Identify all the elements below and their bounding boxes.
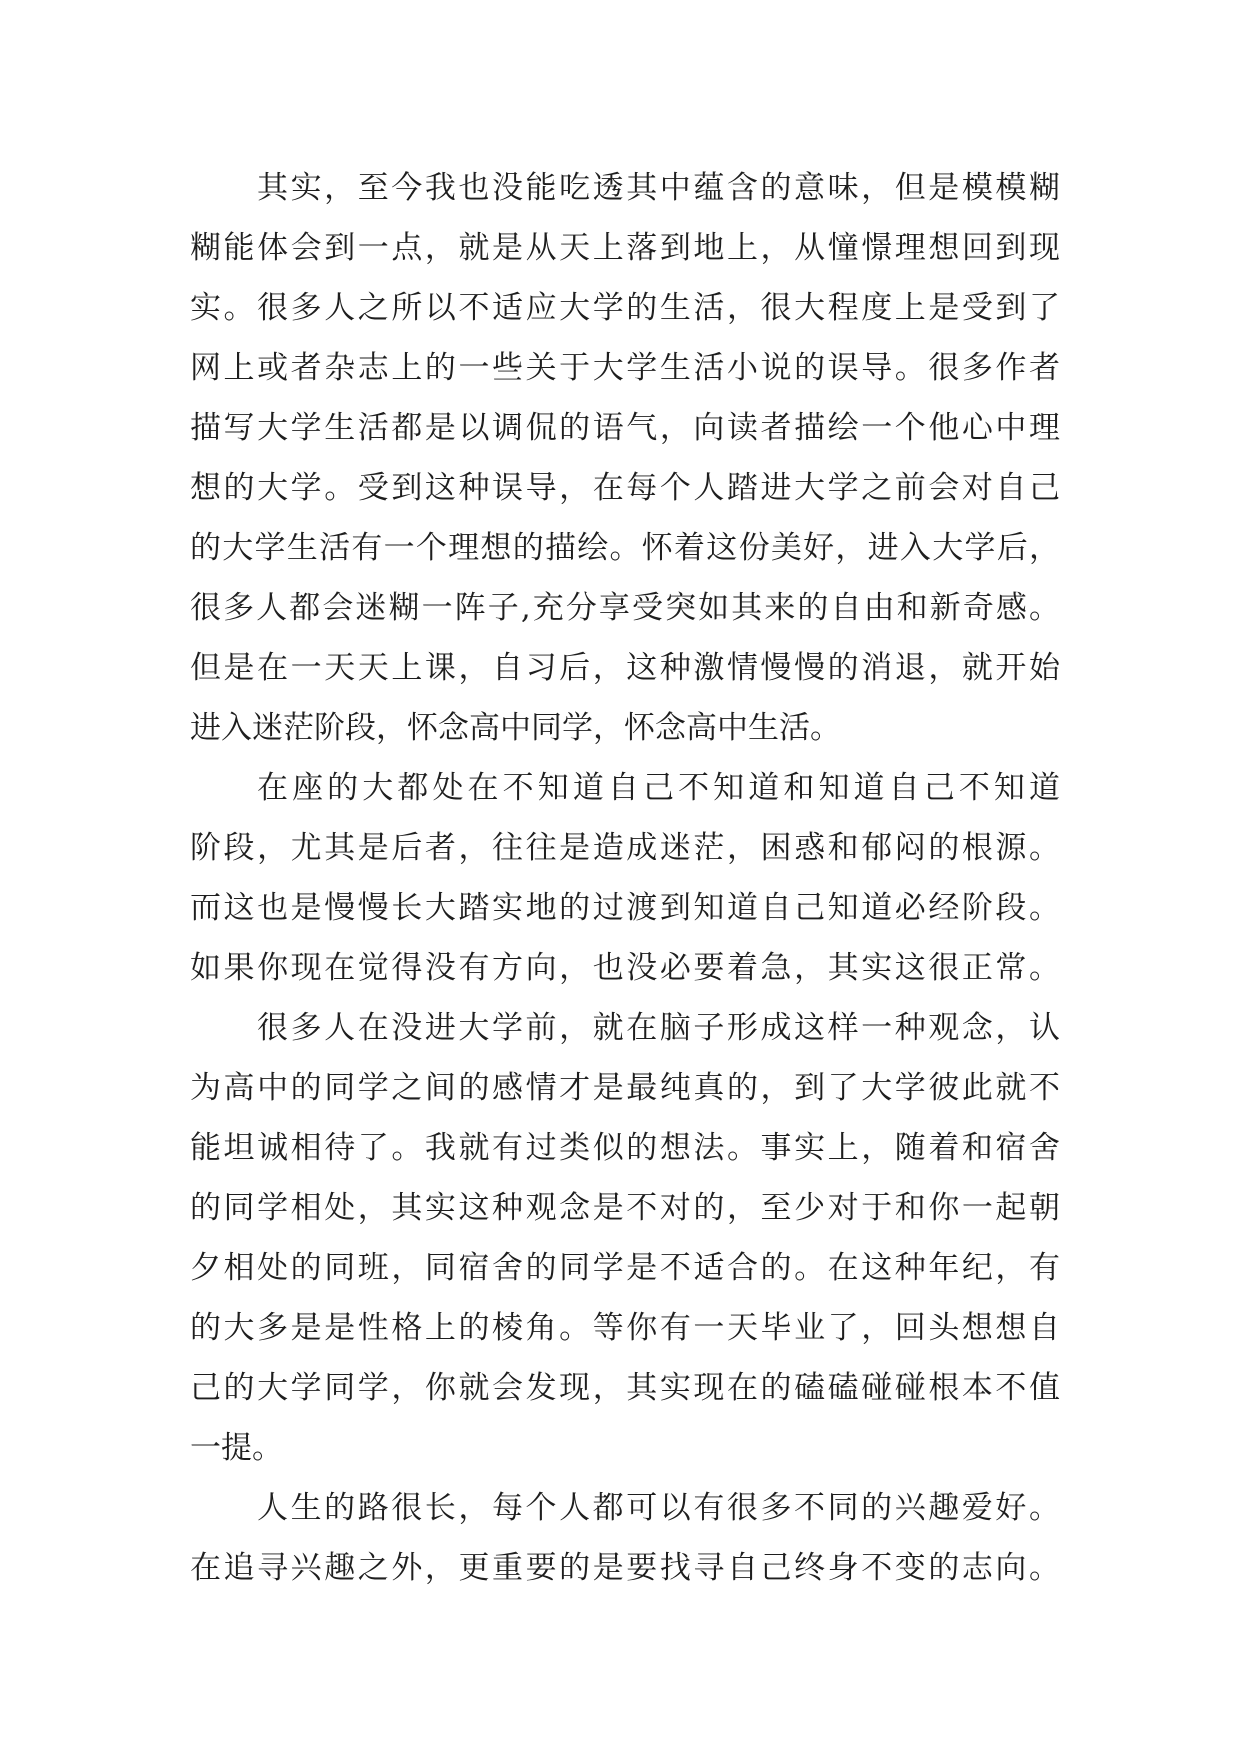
text-line: 糊能体会到一点，就是从天上落到地上，从憧憬理想回到现 bbox=[190, 230, 1060, 266]
paragraph-1 bbox=[190, 158, 1060, 758]
text-line: 一提。 bbox=[190, 1430, 283, 1466]
text-line: 想的大学。受到这种误导，在每个人踏进大学之前会对自己 bbox=[190, 470, 1060, 506]
text-line: 的同学相处，其实这种观念是不对的，至少对于和你一起朝 bbox=[190, 1190, 1060, 1226]
text-line: 很多人在没进大学前，就在脑子形成这样一种观念，认 bbox=[257, 1010, 1060, 1046]
text-line: 为高中的同学之间的感情才是最纯真的，到了大学彼此就不 bbox=[190, 1070, 1060, 1106]
paragraph-2 bbox=[190, 758, 1060, 998]
text-line: 夕相处的同班，同宿舍的同学是不适合的。在这种年纪，有 bbox=[190, 1250, 1060, 1286]
paragraph-3 bbox=[190, 998, 1060, 1478]
text-line: 的大多是是性格上的棱角。等你有一天毕业了，回头想想自 bbox=[190, 1310, 1060, 1346]
text-line: 但是在一天天上课，自习后，这种激情慢慢的消退，就开始 bbox=[190, 650, 1060, 686]
text-line: 阶段，尤其是后者，往往是造成迷茫，困惑和郁闷的根源。 bbox=[190, 830, 1060, 866]
text-line: 在追寻兴趣之外，更重要的是要找寻自己终身不变的志向。 bbox=[190, 1550, 1060, 1586]
text-line: 的大学生活有一个理想的描绘。怀着这份美好，进入大学后， bbox=[190, 530, 1060, 566]
document-body bbox=[190, 158, 1060, 1598]
paragraph-4 bbox=[190, 1478, 1060, 1598]
text-line: 能坦诚相待了。我就有过类似的想法。事实上，随着和宿舍 bbox=[190, 1130, 1060, 1166]
text-line: 其实，至今我也没能吃透其中蕴含的意味，但是模模糊 bbox=[257, 170, 1060, 206]
text-line: 如果你现在觉得没有方向，也没必要着急，其实这很正常。 bbox=[190, 950, 1060, 986]
text-line: 进入迷茫阶段，怀念高中同学，怀念高中生活。 bbox=[190, 710, 841, 746]
text-line: 很多人都会迷糊一阵子,充分享受突如其来的自由和新奇感。 bbox=[190, 590, 1060, 626]
text-line: 己的大学同学，你就会发现，其实现在的磕磕碰碰根本不值 bbox=[190, 1370, 1060, 1406]
text-line: 网上或者杂志上的一些关于大学生活小说的误导。很多作者 bbox=[190, 350, 1060, 386]
text-line: 而这也是慢慢长大踏实地的过渡到知道自己知道必经阶段。 bbox=[190, 890, 1060, 926]
text-line: 描写大学生活都是以调侃的语气，向读者描绘一个他心中理 bbox=[190, 410, 1060, 446]
text-line: 人生的路很长，每个人都可以有很多不同的兴趣爱好。 bbox=[257, 1490, 1060, 1526]
text-line: 在座的大都处在不知道自己不知道和知道自己不知道 bbox=[257, 770, 1060, 806]
text-line: 实。很多人之所以不适应大学的生活，很大程度上是受到了 bbox=[190, 290, 1060, 326]
